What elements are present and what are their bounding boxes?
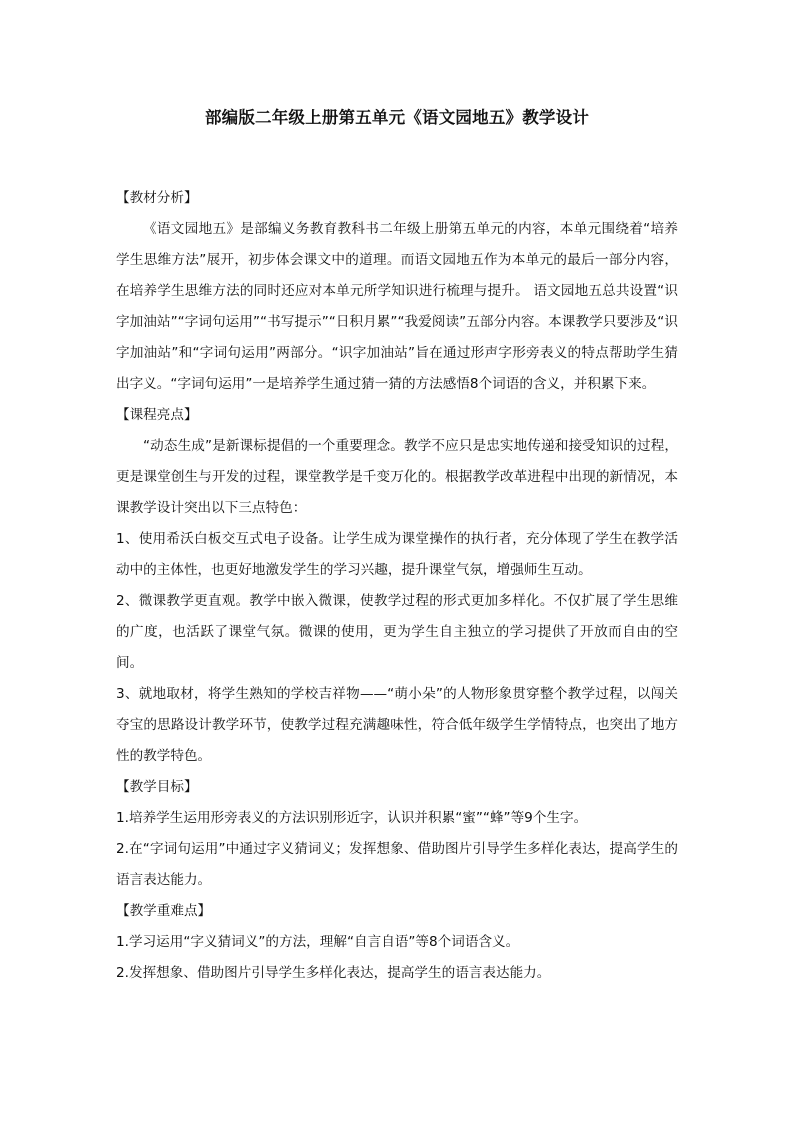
key-point-item-1: 1.学习运用“字义猜词义”的方法，理解“自言自语”等8个词语含义。 (116, 934, 520, 950)
key-point-item-2: 2.发挥想象、借助图片引导学生多样化表达，提高学生的语言表达能力。 (116, 965, 551, 981)
section-heading-textbook-analysis: 【教材分析】 (116, 190, 198, 206)
highlights-item-1: 1、使用希沃白板交互式电子设备。让学生成为课堂操作的执行者，充分体现了学生在教学活动中的主体性，也更好地激发学生的学习兴趣，提升课堂气氛，增强师生互动。 (116, 531, 678, 578)
highlights-item-3: 3、就地取材，将学生熟知的学校吉祥物——“萌小朵”的人物形象贯穿整个教学过程，以闯关夺宝的思路设计教学环节，使教学过程充满趣味性，符合低年级学生学情特点，也突出了地方性的教学特色。 (116, 686, 678, 764)
document-body (116, 183, 678, 989)
section-heading-objectives: 【教学目标】 (116, 779, 198, 795)
highlights-intro-paragraph: “动态生成”是新课标提倡的一个重要理念。教学不应只是忠实地传递和接受知识的过程，更是课堂创生与开发的过程，课堂教学是千变万化的。根据教学改革进程中出现的新情况，本课教学设计突出以下三点特色： (116, 438, 678, 516)
document-title: 部编版二年级上册第五单元《语文园地五》教学设计 (204, 108, 590, 127)
section-heading-key-points: 【教学重难点】 (116, 903, 212, 919)
highlights-item-2: 2、微课教学更直观。教学中嵌入微课，使教学过程的形式更加多样化。不仅扩展了学生思维的广度，也活跃了课堂气氛。微课的使用，更为学生自主独立的学习提供了开放而自由的空间。 (116, 593, 678, 671)
objective-item-2: 2.在“字词句运用”中通过字义猜词义；发挥想象、借助图片引导学生多样化表达，提高学生的语言表达能力。 (116, 841, 678, 888)
textbook-analysis-paragraph: 《语文园地五》是部编义务教育教科书二年级上册第五单元的内容，本单元围绕着“培养学生思维方法”展开，初步体会课文中的道理。而语文园地五作为本单元的最后一部分内容，在培养学生思维方法的同时还应对本单元所学知识进行梳理与提升。 语文园地五总共设置“识字加油站”“字词句运用”“书写提示”“日积月累”“我爱阅读”五部分内容。本课教学只要涉及“识字加油站”和“字词句运用”两部分。“识字加油站”旨在通过形声字形旁表义的特点帮助学生猜出字义。“字词句运用”一是培养学生通过猜一猜的方法感悟8个词语的含义，并积累下来。 (116, 221, 678, 392)
objective-item-1: 1.培养学生运用形旁表义的方法识别形近字，认识并积累“蜜”“蜂”等9个生字。 (116, 810, 588, 826)
section-heading-highlights: 【课程亮点】 (116, 407, 198, 423)
